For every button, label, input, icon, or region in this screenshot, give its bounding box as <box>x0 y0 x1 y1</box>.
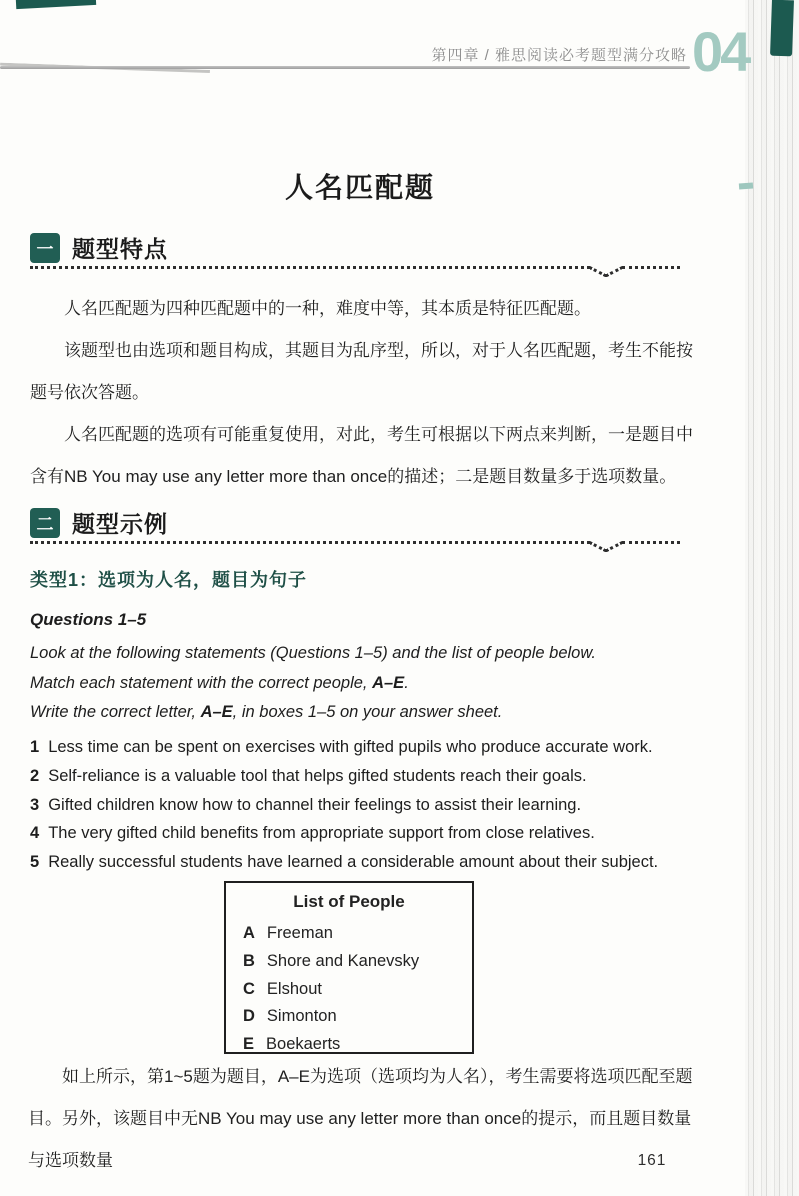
people-name: Simonton <box>266 1007 337 1026</box>
features-paragraphs <box>30 288 698 498</box>
list-of-people-box <box>224 881 474 1054</box>
statement-row <box>30 733 698 762</box>
dotted-rule <box>30 541 680 555</box>
section-header-examples <box>30 506 168 539</box>
paragraph: 人名匹配题为四种匹配题中的一种，难度中等，其本质是特征匹配题。 <box>64 299 591 318</box>
statement-row <box>30 762 698 791</box>
instruction-line: Write the correct letter, A–E, in boxes 1–5 on your answer sheet. <box>30 703 503 721</box>
statement-number: 1 <box>30 738 40 756</box>
chapter-number: 04 <box>692 20 749 83</box>
people-item <box>226 920 472 948</box>
people-name: Shore and Kanevsky <box>266 951 420 970</box>
dotted-rule <box>30 266 680 280</box>
people-item <box>226 948 472 976</box>
statement-number: 5 <box>30 853 40 872</box>
statement-text: Less time can be spent on exercises with gifted pupils who produce accurate work. <box>48 738 653 756</box>
statement-row <box>30 819 698 848</box>
people-item <box>226 976 472 1004</box>
example-instructions <box>30 610 698 728</box>
statement-row <box>30 848 698 877</box>
people-name: Freeman <box>266 924 333 942</box>
running-header-chapter-label: 第四章 / 雅思阅读必考题型满分攻略 <box>431 47 687 64</box>
edge-teal-mark <box>739 183 753 190</box>
section-header-features <box>30 231 168 264</box>
people-box-title: List of People <box>293 892 405 911</box>
section-title: 题型示例 <box>72 511 168 537</box>
paragraph: 该题型也由选项和题目构成，其题目为乱序型，所以，对于人名匹配题，考生不能按题号依次答题。 <box>30 341 693 402</box>
statement-number: 4 <box>30 824 40 843</box>
page-title: 人名匹配题 <box>284 172 435 203</box>
questions-heading: Questions 1–5 <box>30 610 147 629</box>
statement-row <box>30 791 698 820</box>
people-item <box>226 1031 472 1059</box>
people-letter: B <box>243 951 255 970</box>
instruction-line: Look at the following statements (Questions 1–5) and the list of people below. <box>30 644 596 662</box>
book-edge-streaks <box>745 0 799 1196</box>
closing-paragraph <box>28 1056 700 1182</box>
page-number: 161 <box>637 1152 667 1169</box>
statement-number: 2 <box>30 766 40 785</box>
section-title: 题型特点 <box>72 236 168 262</box>
statements-list <box>30 733 698 877</box>
people-letter: A <box>243 924 255 942</box>
instruction-line: Match each statement with the correct people, A–E. <box>30 673 409 692</box>
people-item <box>226 1003 472 1031</box>
paragraph: 人名匹配题的选项有可能重复使用，对此，考生可根据以下两点来判断，一是题目中含有NB You may use any letter more than once的描述；二是题目数量多于选项数量。 <box>30 425 693 486</box>
chapter-edge-tab <box>770 0 794 56</box>
people-name: Boekaerts <box>266 1035 341 1054</box>
section-one-icon: 一 <box>30 233 60 263</box>
statement-text: Really successful students have learned a considerable amount about their subject. <box>48 853 659 872</box>
people-letter: C <box>243 979 255 998</box>
type-subtitle: 类型1：选项为人名，题目为句子 <box>30 570 308 590</box>
header-rule <box>0 66 690 69</box>
statement-text: The very gifted child benefits from appropriate support from close relatives. <box>48 824 595 843</box>
section-two-icon: 二 <box>30 508 60 538</box>
statement-number: 3 <box>30 795 40 814</box>
statement-text: Self-reliance is a valuable tool that helps gifted students reach their goals. <box>48 766 587 785</box>
people-letter: E <box>243 1035 255 1054</box>
people-name: Elshout <box>266 979 322 998</box>
paragraph: 如上所示，第1~5题为题目，A–E为选项（选项均为人名），考生需要将选项匹配至题目。另外，该题目中无NB You may use any letter more than once的提示，而且题目数量与选项数量 <box>28 1067 693 1170</box>
scan-top-sliver <box>16 0 96 9</box>
statement-text: Gifted children know how to channel their feelings to assist their learning. <box>48 795 582 814</box>
people-letter: D <box>243 1007 255 1026</box>
page-curl-line <box>0 63 210 76</box>
